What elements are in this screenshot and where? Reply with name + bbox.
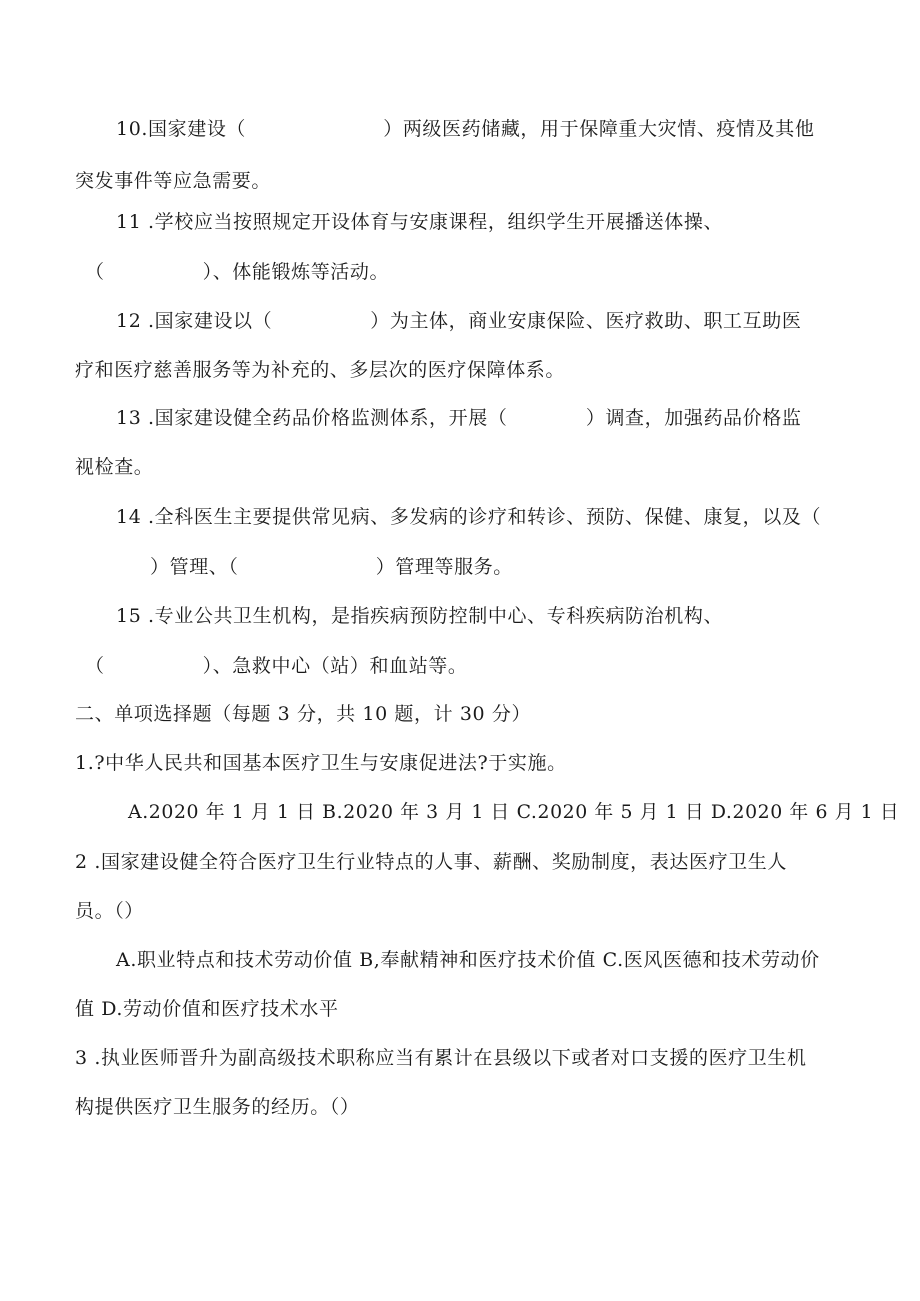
q14-line-1: 14 .全科医生主要提供常见病、多发病的诊疗和转诊、预防、保健、康复，以及（ (116, 506, 822, 528)
q10-line-2: 突发事件等应急需要。 (75, 170, 272, 192)
q12-line-1: 12 .国家建设以（ ）为主体，商业安康保险、医疗救助、职工互助医 (116, 310, 802, 332)
q13-line-2: 视检查。 (75, 456, 154, 478)
q11-line-2: （ ）、体能锻炼等活动。 (85, 261, 390, 283)
mc2-options-line-1: A.职业特点和技术劳动价值 B,奉献精神和医疗技术价值 C.医风医德和技术劳动价 (116, 949, 820, 971)
q14-line-2: ）管理、（ ）管理等服务。 (150, 556, 513, 578)
section-heading: 二、单项选择题（每题 3 分，共 10 题，计 30 分） (75, 703, 532, 725)
q12-line-2: 疗和医疗慈善服务等为补充的、多层次的医疗保障体系。 (75, 359, 566, 381)
q10-line-1: 10.国家建设（ ）两级医药储藏，用于保障重大灾情、疫情及其他 (116, 118, 815, 140)
mc2-question-line-1: 2 .国家建设健全符合医疗卫生行业特点的人事、薪酬、奖励制度，表达医疗卫生人 (75, 851, 787, 873)
q13-line-1: 13 .国家建设健全药品价格监测体系，开展（ ）调查，加强药品价格监 (116, 407, 802, 429)
mc2-options-line-2: 值 D.劳动价值和医疗技术水平 (75, 998, 339, 1020)
q11-line-1: 11 .学校应当按照规定开设体育与安康课程，组织学生开展播送体操、 (116, 211, 724, 233)
q15-line-2: （ ）、急救中心（站）和血站等。 (85, 655, 468, 677)
mc3-question-line-2: 构提供医疗卫生服务的经历。（） (75, 1096, 360, 1118)
mc3-question-line-1: 3 .执业医师晋升为副高级技术职称应当有累计在县级以下或者对口支援的医疗卫生机 (75, 1047, 807, 1069)
q15-line-1: 15 .专业公共卫生机构，是指疾病预防控制中心、专科疾病防治机构、 (116, 605, 724, 627)
mc1-options: A.2020 年 1 月 1 日 B.2020 年 3 月 1 日 C.2020 年 5 月 1 日 D.2020 年 6 月 1 日 (128, 801, 900, 823)
mc2-question-line-2: 员。（） (75, 900, 144, 922)
mc1-question: 1.?中华人民共和国基本医疗卫生与安康促进法?于实施。 (75, 752, 567, 774)
